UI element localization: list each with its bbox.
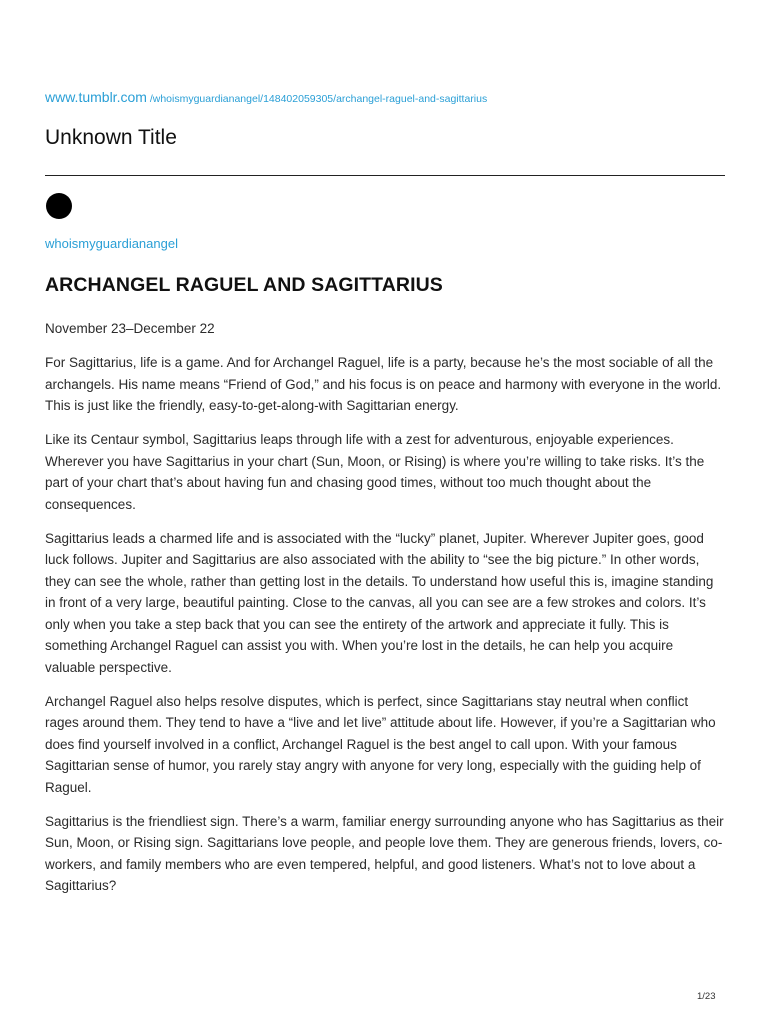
source-url-domain[interactable]: www.tumblr.com bbox=[45, 89, 147, 105]
page-title: Unknown Title bbox=[45, 126, 177, 149]
post-paragraph: Sagittarius is the friendliest sign. There’s a warm, familiar energy surrounding anyone who has Sagittarius as their Sun, Moon, or Rising sign. Sagittarians love people, and people love them. They are generous friends, lovers, co-workers, and family members who are even tempered, helpful, and good listeners. What’s not to love about a Sagittarius? bbox=[45, 813, 724, 893]
post-body bbox=[45, 318, 725, 909]
post-paragraph: Like its Centaur symbol, Sagittarius leaps through life with a zest for adventurous, enjoyable experiences. Wherever you have Sagittarius in your chart (Sun, Moon, or Rising) is where you’re willing to take risks. It’s the part of your chart that’s about having fun and chasing good times, without too much thought about the consequences. bbox=[45, 432, 705, 512]
title-divider bbox=[45, 175, 725, 176]
source-url[interactable] bbox=[45, 89, 487, 107]
avatar[interactable] bbox=[46, 193, 72, 219]
post-title: ARCHANGEL RAGUEL AND SAGITTARIUS bbox=[45, 274, 443, 296]
page-number: 1/23 bbox=[697, 991, 716, 1002]
post-paragraph: For Sagittarius, life is a game. And for Archangel Raguel, life is a party, because he’s the most sociable of all the archangels. His name means “Friend of God,” and his focus is on peace and harmony with everyone in the world. This is just like the friendly, easy-to-get-along-with Sagittarian energy. bbox=[45, 355, 722, 413]
source-url-path[interactable]: /whoismyguardianangel/148402059305/archangel-raguel-and-sagittarius bbox=[146, 93, 488, 105]
post-date-range: November 23–December 22 bbox=[45, 321, 215, 336]
post-paragraph: Sagittarius leads a charmed life and is associated with the “lucky” planet, Jupiter. Wherever Jupiter goes, good luck follows. Jupiter and Sagittarius are also associated with the ability to “see the big picture.” In other words, they can see the whole, rather than getting lost in the details. To understand how useful this is, imagine standing in front of a very large, beautiful painting. Close to the canvas, all you can see are a few strokes and colors. It’s only when you take a step back that you can see the entirety of the artwork and appreciate it fully. This is something Archangel Raguel can assist you with. When you’re lost in the details, he can help you acquire valuable perspective. bbox=[45, 530, 714, 675]
post-paragraph: Archangel Raguel also helps resolve disputes, which is perfect, since Sagittarians stay neutral when conflict rages around them. They tend to have a “live and let live” attitude about life. However, if you’re a Sagittarian who does find yourself involved in a conflict, Archangel Raguel is the best angel to call upon. With your famous Sagittarian sense of humor, you rarely stay angry with anyone for very long, especially with the guiding help of Raguel. bbox=[45, 693, 716, 795]
author-link[interactable]: whoismyguardianangel bbox=[45, 236, 178, 251]
